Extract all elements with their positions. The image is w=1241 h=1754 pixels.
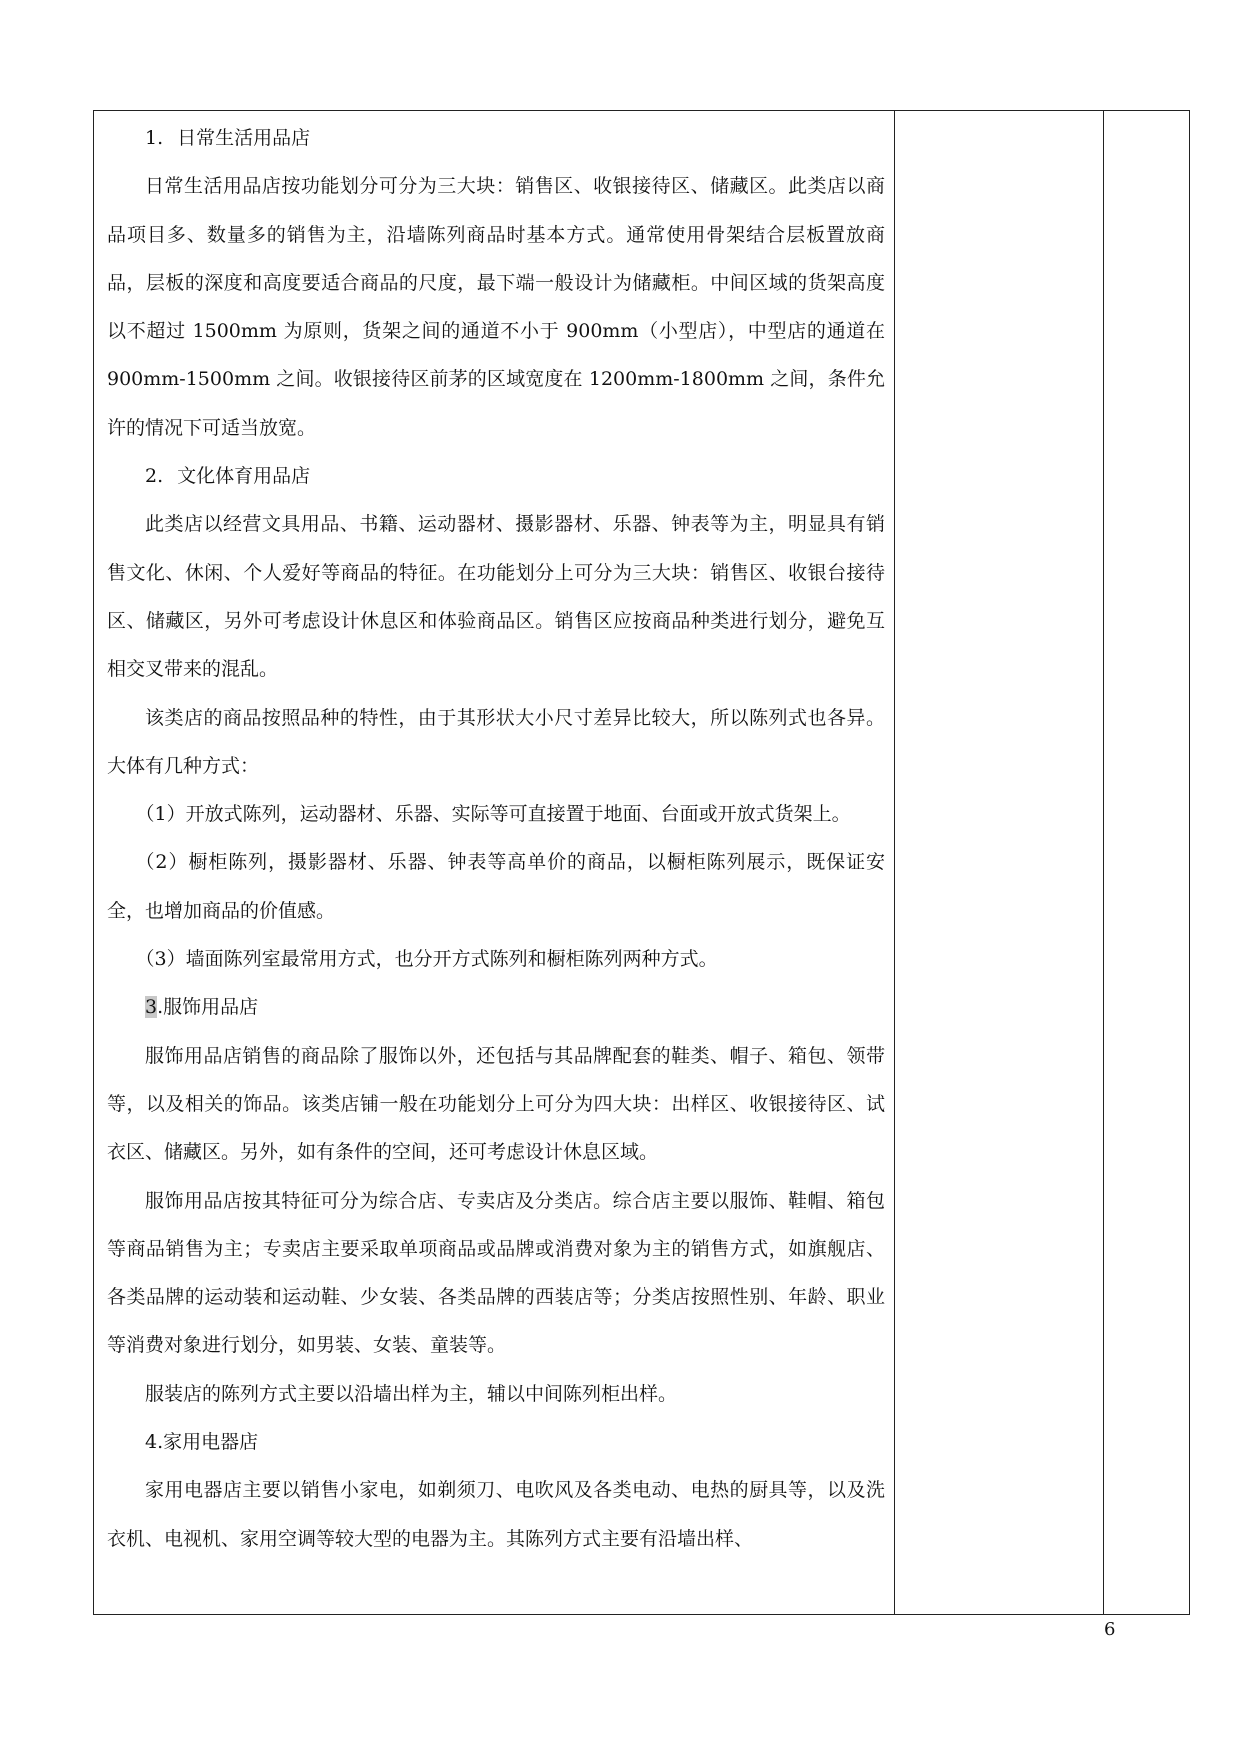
paragraph: 服饰用品店按其特征可分为综合店、专卖店及分类店。综合店主要以服饰、鞋帽、箱包等商品销售为主；专卖店主要采取单项商品或品牌或消费对象为主的销售方式，如旗舰店、各类品牌的运动装和运动鞋、少女装、各类品牌的西装店等；分类店按照性别、年龄、职业等消费对象进行划分，如男装、女装、童装等。 xyxy=(107,1189,885,1357)
section-number: 2. xyxy=(145,465,164,488)
section-title: 日常生活用品店 xyxy=(177,127,311,149)
paragraph: 服饰用品店销售的商品除了服饰以外，还包括与其品牌配套的鞋类、帽子、箱包、领带等，以及相关的饰品。该类店铺一般在功能划分上可分为四大块：出样区、收银接待区、试衣区、储藏区。另外，如有条件的空间，还可考虑设计休息区域。 xyxy=(107,1044,885,1164)
list-item: （3）墙面陈列室最常用方式，也分开方式陈列和橱柜陈列两种方式。 xyxy=(135,948,718,971)
page-number: 6 xyxy=(1104,1619,1116,1640)
section-heading xyxy=(107,114,885,162)
section-title: 文化体育用品店 xyxy=(177,465,311,488)
column-divider xyxy=(894,111,895,1614)
paragraph: 该类店的商品按照品种的特性，由于其形状大小尺寸差异比较大，所以陈列式也各异。大体有几种方式： xyxy=(107,706,885,777)
section-title: .服饰用品店 xyxy=(157,996,259,1019)
column-divider xyxy=(1103,111,1104,1614)
paragraph: 日常生活用品店按功能划分可分为三大块：销售区、收银接待区、储藏区。此类店以商品项目多、数量多的销售为主，沿墙陈列商品时基本方式。通常使用骨架结合层板置放商品，层板的深度和高度要适合商品的尺度，最下端一般设计为储藏柜。中间区域的货架高度以不超过 1500mm 为原则，货架之间的通道不小于 900mm（小型店），中型店的通道在 900mm-1500mm 之间。收银接待区前茅的区域宽度在 1200mm-1800mm 之间，条件允许的情况下可适当放宽。 xyxy=(107,175,885,439)
section-heading xyxy=(107,983,885,1031)
section-number: 1. xyxy=(145,127,164,149)
document-table xyxy=(93,110,1190,1615)
paragraph: 此类店以经营文具用品、书籍、运动器材、摄影器材、乐器、钟表等为主，明显具有销售文化、休闲、个人爱好等商品的特征。在功能划分上可分为三大块：销售区、收银台接待区、储藏区，另外可考虑设计休息区和体验商品区。销售区应按商品种类进行划分，避免互相交叉带来的混乱。 xyxy=(107,513,885,681)
list-item: （1）开放式陈列，运动器材、乐器、实际等可直接置于地面、台面或开放式货架上。 xyxy=(135,803,851,826)
list-item: （2）橱柜陈列，摄影器材、乐器、钟表等高单价的商品，以橱柜陈列展示，既保证安全，也增加商品的价值感。 xyxy=(107,851,885,922)
section-heading xyxy=(107,452,885,500)
paragraph: 服装店的陈列方式主要以沿墙出样为主，辅以中间陈列柜出样。 xyxy=(145,1382,678,1405)
section-heading: 4.家用电器店 xyxy=(145,1431,259,1454)
paragraph: 家用电器店主要以销售小家电，如剃须刀、电吹风及各类电动、电热的厨具等，以及洗衣机、电视机、家用空调等较大型的电器为主。其陈列方式主要有沿墙出样、 xyxy=(107,1479,885,1550)
highlighted-number: 3 xyxy=(145,996,158,1019)
main-content-cell xyxy=(107,114,885,1563)
